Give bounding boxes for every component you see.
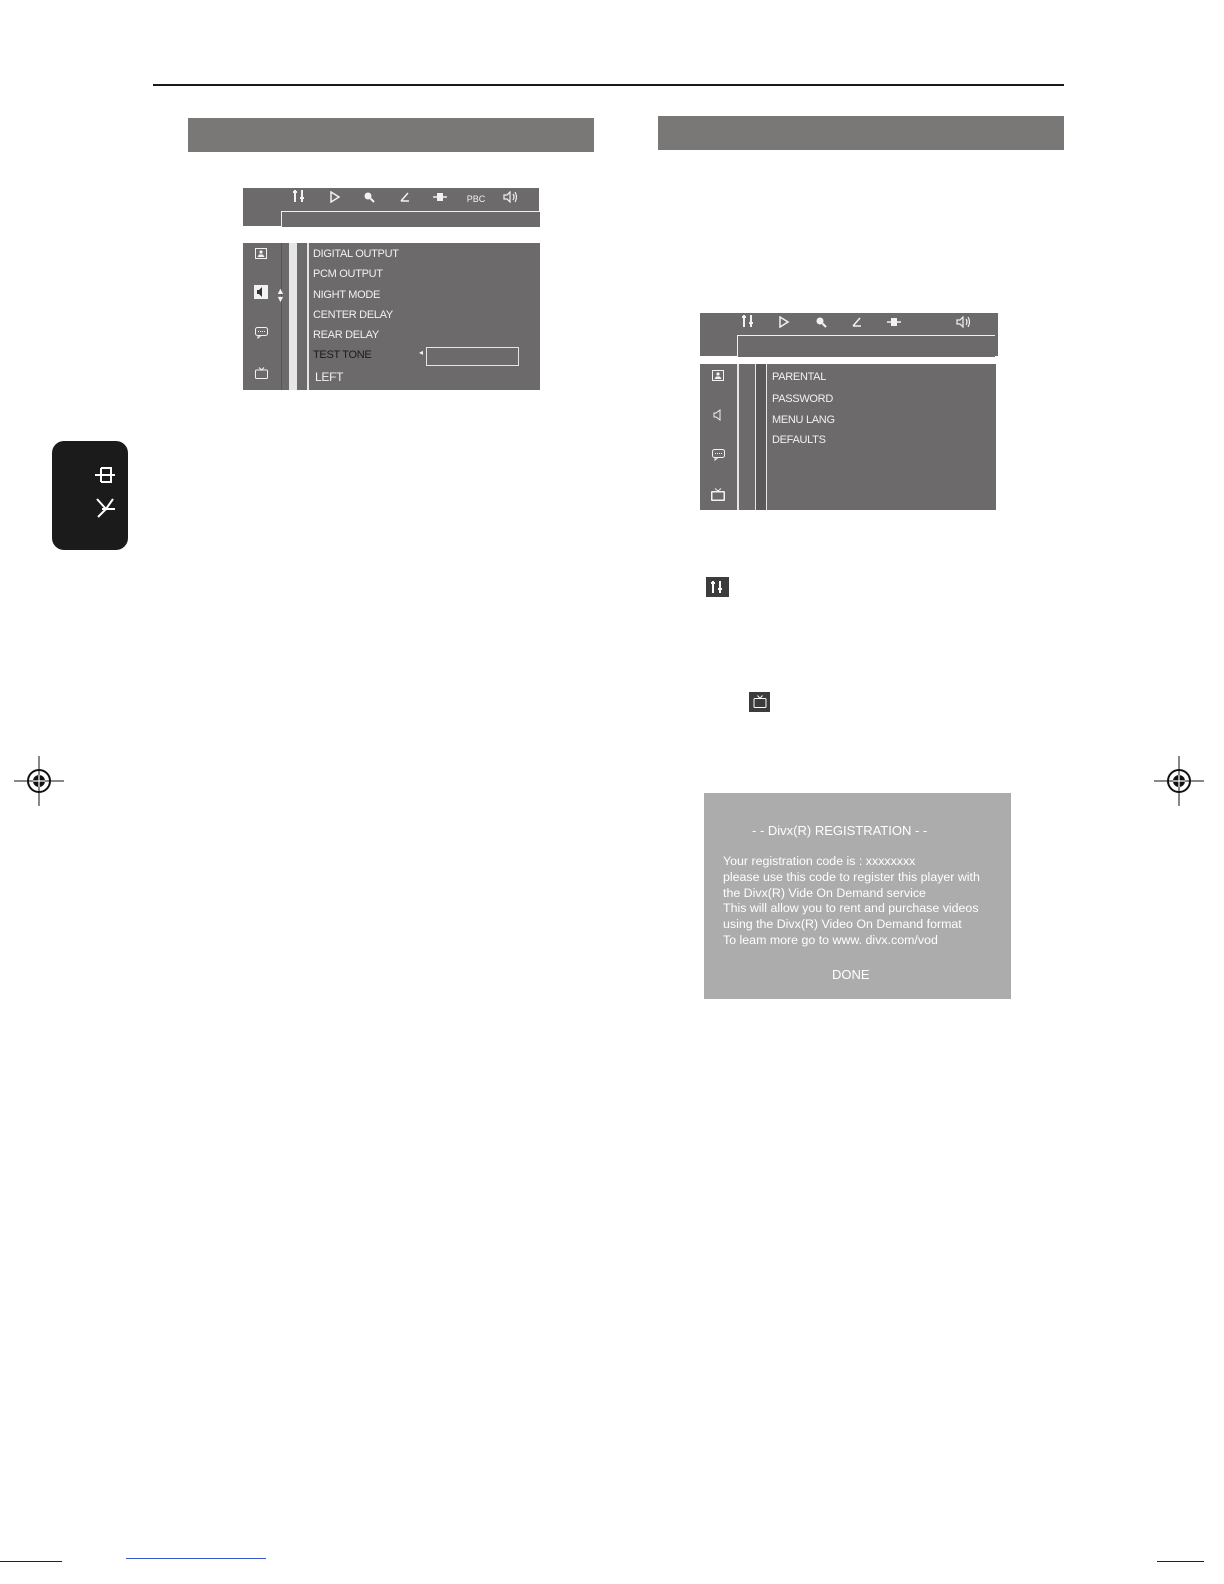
left-osd-tab-underline (281, 211, 540, 227)
menu-item-parental[interactable]: PARENTAL (772, 371, 827, 383)
dialog-title: - - Divx(R) REGISTRATION - - (752, 823, 928, 838)
volume-icon[interactable] (952, 313, 976, 335)
menu-item-defaults[interactable]: DEFAULTS (772, 434, 826, 446)
left-osd-scrollbar[interactable] (289, 243, 297, 390)
menu-item-password[interactable]: PASSWORD (772, 393, 833, 405)
zoom-icon[interactable] (357, 188, 381, 210)
pbc-label[interactable]: PBC (466, 194, 486, 204)
setup-icon (706, 577, 729, 597)
tv-icon[interactable] (243, 365, 279, 385)
left-arrow-icon: ◂ (419, 348, 424, 357)
dialog-line: the Divx(R) Vide On Demand service (723, 886, 926, 900)
subtitle-icon[interactable] (700, 447, 736, 467)
tv-icon[interactable] (700, 487, 736, 507)
right-osd-scrollbar[interactable] (755, 364, 767, 510)
menu-item-pcm-output[interactable]: PCM OUTPUT (313, 268, 383, 280)
picture-icon[interactable] (700, 367, 736, 387)
left-osd-column-line (307, 243, 309, 390)
left-osd-tab-bar (243, 188, 539, 226)
selected-value: LEFT (315, 370, 344, 384)
divx-registration-dialog (704, 793, 1011, 999)
crop-mark-left (0, 1561, 62, 1562)
test-tone-value-box[interactable] (426, 347, 519, 366)
tv-icon (749, 692, 770, 712)
subtitle-icon[interactable] (243, 325, 279, 345)
play-icon[interactable] (772, 313, 796, 335)
play-icon[interactable] (323, 188, 347, 210)
audio-channel-icon[interactable] (882, 313, 906, 335)
setup-icon[interactable] (289, 188, 313, 210)
picture-icon[interactable] (243, 245, 279, 265)
menu-item-night-mode[interactable]: NIGHT MODE (313, 289, 381, 301)
up-down-arrow-icon: ▲ ▼ (276, 286, 285, 304)
footer-link-rule (126, 1558, 266, 1559)
menu-item-test-tone[interactable]: TEST TONE (313, 349, 372, 361)
left-heading-bar (188, 118, 594, 152)
crop-mark-right (1157, 1561, 1204, 1562)
menu-item-center-delay[interactable]: CENTER DELAY (313, 309, 393, 321)
right-osd-tab-bar (700, 313, 998, 356)
angle-icon[interactable] (393, 188, 417, 210)
zoom-icon[interactable] (809, 313, 833, 335)
right-osd-tab-underline (737, 335, 995, 357)
audio-channel-icon (90, 465, 120, 491)
menu-item-rear-delay[interactable]: REAR DELAY (313, 329, 379, 341)
right-heading-bar (658, 116, 1064, 150)
top-rule (153, 84, 1064, 86)
right-osd-divider (737, 364, 739, 510)
volume-icon[interactable] (499, 188, 523, 210)
dialog-line: To leam more go to www. divx.com/vod (723, 933, 938, 947)
angle-icon[interactable] (845, 313, 869, 335)
dialog-line: please use this code to register this player with (723, 870, 980, 884)
section-side-tab (52, 441, 128, 550)
left-osd-menu (243, 243, 540, 390)
angle-icon (90, 497, 120, 525)
registration-mark-icon (14, 756, 64, 806)
audio-channel-icon[interactable] (428, 188, 452, 210)
registration-mark-icon (1154, 756, 1204, 806)
setup-icon[interactable] (738, 313, 762, 335)
dialog-line: Your registration code is : xxxxxxxx (723, 854, 916, 868)
speaker-icon[interactable] (243, 285, 279, 305)
dialog-line: This will allow you to rent and purchase videos (723, 901, 979, 915)
menu-item-digital-output[interactable]: DIGITAL OUTPUT (313, 248, 399, 260)
done-button[interactable]: DONE (832, 967, 870, 982)
speaker-icon[interactable] (700, 407, 736, 427)
left-osd-divider (281, 243, 282, 390)
dialog-line: using the Divx(R) Video On Demand format (723, 917, 962, 931)
menu-item-menu-lang[interactable]: MENU LANG (772, 414, 835, 426)
right-osd-menu (700, 364, 996, 510)
